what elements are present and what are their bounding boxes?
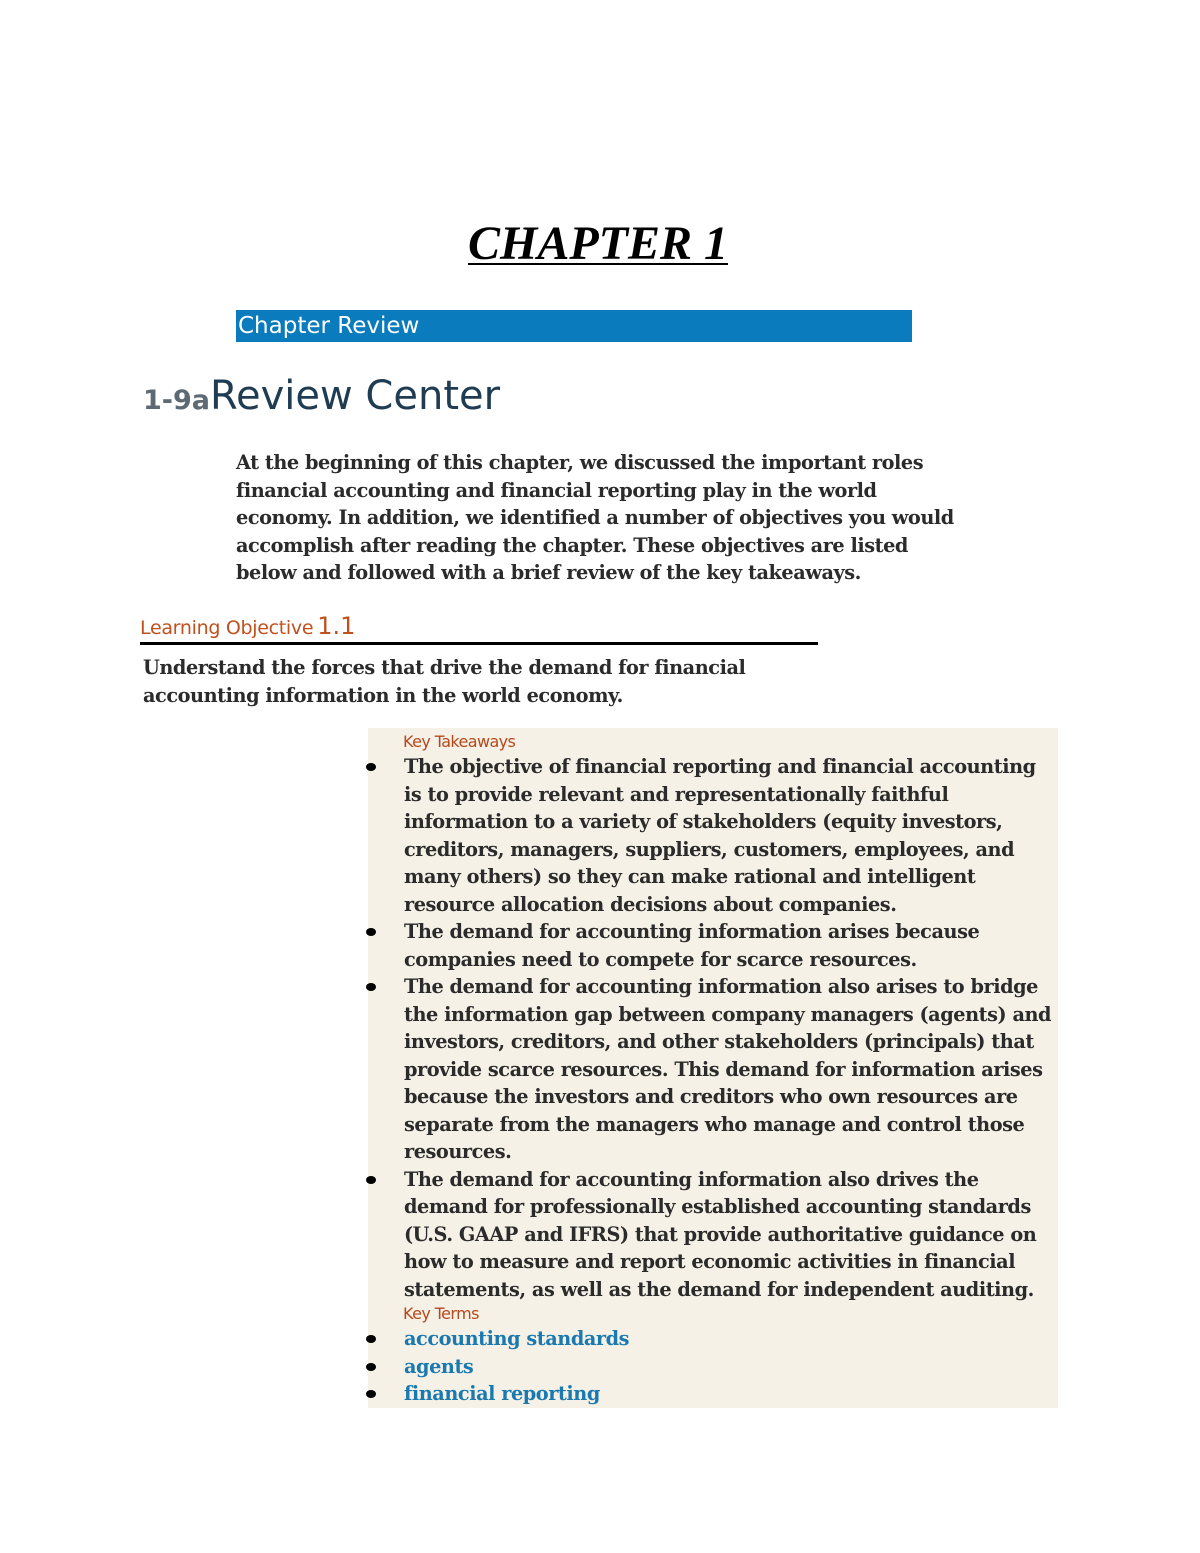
takeaway-text: The demand for accounting information arises because companies need to compete for scarce resources.	[404, 920, 980, 971]
key-term-item[interactable]	[366, 1353, 1056, 1381]
takeaway-item	[366, 753, 1056, 918]
section-number: 1-9a	[143, 385, 210, 416]
key-term-link[interactable]: financial reporting	[404, 1382, 600, 1405]
bullet-icon	[366, 1176, 376, 1184]
takeaway-item	[366, 918, 1056, 973]
bullet-icon	[366, 928, 376, 936]
intro-paragraph: At the beginning of this chapter, we discussed the important roles financial accounting and financial reporting play in the world economy. In addition, we identified a number of objectives you would accomplish after reading the chapter. These objectives are listed below and followed with a brief review of the key takeaways.	[236, 451, 954, 584]
learning-objective-heading	[140, 608, 818, 645]
bullet-icon	[366, 763, 376, 771]
chapter-review-banner: Chapter Review	[236, 310, 912, 342]
key-terms-label: Key Terms	[403, 1304, 479, 1323]
key-term-item[interactable]	[366, 1380, 1056, 1408]
key-term-link[interactable]: agents	[404, 1354, 474, 1378]
takeaway-text: The demand for accounting information also arises to bridge the information gap between company managers (agents) and investors, creditors, and other stakeholders (principals) that provide scarce resources. This demand for information arises because the investors and creditors who own resources are separate from the managers who manage and control those resources.	[404, 975, 1052, 1163]
learning-objective-number: 1.1	[317, 612, 356, 640]
key-term-item[interactable]	[366, 1325, 1056, 1353]
bullet-icon	[366, 1363, 376, 1371]
takeaway-text: The objective of financial reporting and financial accounting is to provide relevant and representationally faithful information to a variety of stakeholders (equity investors, creditors, managers, suppliers, customers, employees, and many others) so they can make rational and intelligent resource allocation decisions about companies.	[404, 755, 1036, 916]
key-takeaways-list	[366, 753, 1056, 1303]
bullet-icon	[366, 983, 376, 991]
bullet-icon	[366, 1335, 376, 1343]
takeaway-item	[366, 973, 1056, 1166]
section-heading	[143, 366, 500, 431]
learning-objective-text: Understand the forces that drive the demand for financial accounting information in the world economy.	[143, 656, 746, 707]
key-takeaways-label: Key Takeaways	[403, 732, 516, 751]
takeaway-text: The demand for accounting information also drives the demand for professionally established accounting standards (U.S. GAAP and IFRS) that provide authoritative guidance on how to measure and report economic activities in financial statements, as well as the demand for independent auditing.	[404, 1167, 1037, 1301]
section-title: Review Center	[210, 373, 501, 419]
key-terms-list	[366, 1325, 1056, 1408]
chapter-title: CHAPTER 1	[467, 217, 729, 270]
key-term-link[interactable]: accounting standards	[404, 1327, 630, 1350]
takeaway-item	[366, 1166, 1056, 1304]
bullet-icon	[366, 1390, 376, 1398]
learning-objective-label: Learning Objective	[140, 617, 314, 639]
